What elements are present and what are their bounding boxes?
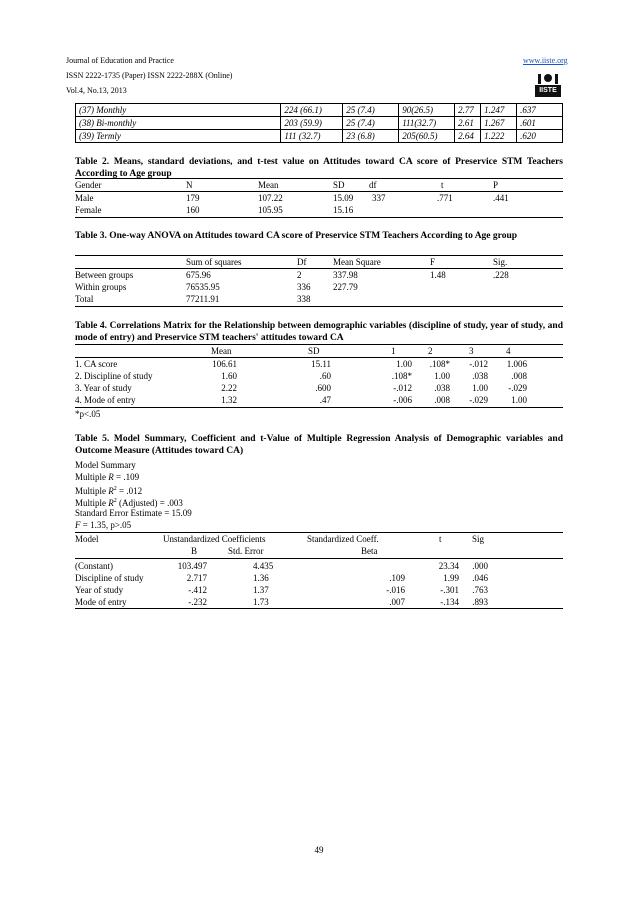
table5-row bbox=[75, 560, 563, 572]
table4-cell: 1.00 bbox=[396, 359, 412, 369]
table5-cell: -.016 bbox=[386, 585, 405, 595]
table1-row bbox=[76, 130, 563, 143]
table1-cell: 2.77 bbox=[455, 104, 481, 117]
table4-cell: .038 bbox=[472, 371, 488, 381]
table5-bottom-rule bbox=[75, 608, 563, 609]
table3-row bbox=[75, 281, 563, 293]
table4-cell: -.029 bbox=[508, 383, 527, 393]
table5-cell: 1.73 bbox=[253, 597, 269, 607]
table1-cell: (39) Termly bbox=[76, 130, 281, 143]
table2-caption: Table 2. Means, standard deviations, and t-test value on Attitudes toward CA score of Preservice STM Teachers According to Age group bbox=[75, 157, 563, 179]
table4-cell: 2. Discipline of study bbox=[75, 371, 153, 381]
t2-h-n: N bbox=[186, 180, 193, 190]
table4-cell: 1.60 bbox=[221, 371, 237, 381]
table1-cell: 1.267 bbox=[481, 117, 517, 130]
t3-h-df: Df bbox=[297, 257, 307, 267]
table4-caption: Table 4. Correlations Matrix for the Relationship between demographic variables (discipline of study, year of study, and mode of entry) and Preservice STM teachers' attitudes toward CA bbox=[75, 321, 563, 343]
table4-cell: 15.11 bbox=[311, 359, 331, 369]
table4-note: *p<.05 bbox=[75, 409, 101, 419]
table5-row bbox=[75, 584, 563, 596]
table3-cell: Within groups bbox=[75, 282, 127, 292]
table1-cell: 25 (7.4) bbox=[343, 117, 399, 130]
table3-cell: 77211.91 bbox=[186, 294, 220, 304]
table2-cell: 160 bbox=[186, 205, 200, 215]
t5-h-se: Std. Error bbox=[228, 546, 264, 556]
t4-h-mean: Mean bbox=[211, 346, 232, 356]
table5-cell: 4.435 bbox=[253, 561, 274, 571]
table5-cell: 23.34 bbox=[438, 561, 459, 571]
multiple-r: Multiple R = .109 bbox=[75, 472, 140, 482]
table3-cell: 2 bbox=[297, 270, 302, 280]
table5-cell: .000 bbox=[472, 561, 488, 571]
table3-cell: Total bbox=[75, 294, 94, 304]
table4-cell: 106.61 bbox=[212, 359, 237, 369]
table5-cell: .893 bbox=[472, 597, 488, 607]
table5-cell: (Constant) bbox=[75, 561, 113, 571]
table5-cell: Mode of entry bbox=[75, 597, 127, 607]
table5-cell: -.134 bbox=[440, 597, 459, 607]
table3-cell: 336 bbox=[297, 282, 311, 292]
table5-cell: 1.37 bbox=[253, 585, 269, 595]
table5-cell: 1.36 bbox=[253, 573, 269, 583]
table2-header-row bbox=[75, 179, 563, 191]
table4-cell: 1.00 bbox=[434, 371, 450, 381]
table2-cell: 107.22 bbox=[258, 193, 283, 203]
table5-cell: .007 bbox=[389, 597, 405, 607]
table4-cell: -.012 bbox=[393, 383, 412, 393]
t3-h-ss: Sum of squares bbox=[186, 257, 242, 267]
t5-h-t: t bbox=[439, 534, 442, 544]
table3-cell: 337.98 bbox=[333, 270, 358, 280]
multiple-r2-adjusted: Multiple $R^2$ (Adjusted) = .003 bbox=[75, 498, 183, 508]
table2-cell: 179 bbox=[186, 193, 200, 203]
table5-cell: Year of study bbox=[75, 585, 124, 595]
table4-cell: 1.00 bbox=[472, 383, 488, 393]
table4-cell: .600 bbox=[315, 383, 331, 393]
t2-h-gender: Gender bbox=[75, 180, 102, 190]
table5-cell: .109 bbox=[389, 573, 405, 583]
t2-h-sd: SD bbox=[333, 180, 345, 190]
table1-cell: 224 (66.1) bbox=[281, 104, 343, 117]
table1-row bbox=[76, 104, 563, 117]
table3-cell: 1.48 bbox=[430, 270, 446, 280]
multiple-r2: Multiple $R^2 = .012$ bbox=[75, 486, 143, 496]
t2-h-t: t bbox=[441, 180, 444, 190]
table4-cell: .008 bbox=[511, 371, 527, 381]
t2-h-p: P bbox=[493, 180, 499, 190]
table5-header-row1 bbox=[75, 533, 563, 545]
table1-cell: (37) Monthly bbox=[76, 104, 281, 117]
t2-h-mean: Mean bbox=[258, 180, 279, 190]
table4-cell: 3. Year of study bbox=[75, 383, 132, 393]
table2-cell: Female bbox=[75, 205, 102, 215]
table5-cell: -.412 bbox=[188, 585, 207, 595]
table3-cell: .228 bbox=[493, 270, 509, 280]
t3-h-sig: Sig. bbox=[493, 257, 508, 267]
table5-cell: Discipline of study bbox=[75, 573, 144, 583]
table5-cell: 103.497 bbox=[177, 561, 207, 571]
table4-cell: 4. Mode of entry bbox=[75, 395, 136, 405]
table4-cell: .038 bbox=[434, 383, 450, 393]
journal-url-link[interactable]: www.iiste.org bbox=[523, 56, 568, 65]
table1-cell: 203 (59.9) bbox=[281, 117, 343, 130]
table3-bottom-rule bbox=[75, 306, 563, 307]
t5-h-std: Standardized Coeff. bbox=[307, 534, 379, 544]
table3-cell: 338 bbox=[297, 294, 311, 304]
table1-cell: 1.247 bbox=[481, 104, 517, 117]
table5-header-rule bbox=[75, 558, 563, 559]
t4-h-4: 4 bbox=[506, 346, 511, 356]
table5-header-row2 bbox=[75, 545, 563, 557]
table4-cell: .008 bbox=[434, 395, 450, 405]
journal-name: Journal of Education and Practice bbox=[66, 56, 174, 65]
table1-cell: 23 (6.8) bbox=[343, 130, 399, 143]
table4-cell: 1.32 bbox=[221, 395, 237, 405]
volume-line: Vol.4, No.13, 2013 bbox=[66, 86, 127, 95]
table5-row bbox=[75, 596, 563, 608]
t5-h-model: Model bbox=[75, 534, 99, 544]
table3-cell: 76535.95 bbox=[186, 282, 220, 292]
f-statistic: F = 1.35, p>.05 bbox=[75, 520, 132, 530]
table1-cell: 25 (7.4) bbox=[343, 104, 399, 117]
logo-text: IISTE bbox=[539, 87, 557, 94]
t5-h-sig: Sig bbox=[472, 534, 485, 544]
table2-row bbox=[75, 204, 563, 216]
table3-row bbox=[75, 269, 563, 281]
t4-h-1: 1 bbox=[391, 346, 396, 356]
table1-cell: 90(26.5) bbox=[399, 104, 455, 117]
table5-cell: .763 bbox=[472, 585, 488, 595]
table4-cell: 1.00 bbox=[511, 395, 527, 405]
t5-h-b: B bbox=[191, 546, 198, 556]
table2-row bbox=[75, 192, 563, 204]
table4-row bbox=[75, 358, 563, 370]
table2-cell: Male bbox=[75, 193, 94, 203]
t5-h-unstd: Unstandardized Coefficients bbox=[163, 534, 266, 544]
table1 bbox=[75, 103, 563, 143]
t2-h-df: df bbox=[369, 180, 377, 190]
table3-caption: Table 3. One-way ANOVA on Attitudes toward CA score of Preservice STM Teachers According to Age group bbox=[75, 231, 518, 241]
table2-cell: .441 bbox=[493, 193, 509, 203]
table1-cell: .620 bbox=[517, 130, 563, 143]
issn-line: ISSN 2222-1735 (Paper) ISSN 2222-288X (Online) bbox=[66, 71, 233, 80]
table5-cell: 1.99 bbox=[443, 573, 459, 583]
table4-cell: .108* bbox=[429, 359, 450, 369]
table3-cell: 227.79 bbox=[333, 282, 358, 292]
table4-row bbox=[75, 394, 563, 406]
table4-cell: .108* bbox=[391, 371, 412, 381]
t5-h-beta: Beta bbox=[361, 546, 378, 556]
t4-h-2: 2 bbox=[428, 346, 433, 356]
table2-cell: .771 bbox=[437, 193, 453, 203]
table2-cell: 337 bbox=[372, 193, 386, 203]
table1-row bbox=[76, 117, 563, 130]
table2-bottom-rule bbox=[75, 217, 563, 218]
table1-cell: 2.61 bbox=[455, 117, 481, 130]
table1-cell: .637 bbox=[517, 104, 563, 117]
table4-row bbox=[75, 370, 563, 382]
table4-row bbox=[75, 382, 563, 394]
table2-cell: 15.09 bbox=[333, 193, 354, 203]
table1-cell: 205(60.5) bbox=[399, 130, 455, 143]
table4-cell: -.006 bbox=[393, 395, 412, 405]
table1-cell: (38) Bi-monthly bbox=[76, 117, 281, 130]
table4-cell: 2.22 bbox=[221, 383, 237, 393]
table5-cell: -.301 bbox=[440, 585, 459, 595]
table5-row bbox=[75, 572, 563, 584]
table5-cell: 2.717 bbox=[186, 573, 207, 583]
table1-cell: 1.222 bbox=[481, 130, 517, 143]
table4-cell: -.012 bbox=[469, 359, 488, 369]
model-summary-title: Model Summary bbox=[75, 460, 136, 470]
table1-cell: 111 (32.7) bbox=[281, 130, 343, 143]
t3-h-ms: Mean Square bbox=[333, 257, 381, 267]
table4-cell: -.029 bbox=[469, 395, 488, 405]
t3-h-f: F bbox=[430, 257, 436, 267]
table4-cell: 1.006 bbox=[506, 359, 527, 369]
table1-cell: 111(32.7) bbox=[399, 117, 455, 130]
t4-h-3: 3 bbox=[469, 346, 474, 356]
table1-cell: .601 bbox=[517, 117, 563, 130]
table2-cell: 105.95 bbox=[258, 205, 283, 215]
table4-cell: 1. CA score bbox=[75, 359, 118, 369]
table1-cell: 2.64 bbox=[455, 130, 481, 143]
table4-header-row bbox=[75, 345, 563, 357]
table5-caption: Table 5. Model Summary, Coefficient and t-Value of Multiple Regression Analysis of Demographic variables and Outcome Measure (Attitudes toward CA) bbox=[75, 434, 563, 456]
table5-cell: -.232 bbox=[188, 597, 207, 607]
table3-header-row bbox=[75, 256, 563, 268]
t4-h-sd: SD bbox=[308, 346, 320, 356]
table4-cell: .47 bbox=[319, 395, 331, 405]
table2-cell: 15.16 bbox=[333, 205, 354, 215]
page-number: 49 bbox=[314, 845, 324, 855]
table3-cell: 675.96 bbox=[186, 270, 211, 280]
standard-error-estimate: Standard Error Estimate = 15.09 bbox=[75, 508, 192, 518]
journal-logo bbox=[533, 70, 563, 102]
table3-row bbox=[75, 293, 563, 305]
table3-cell: Between groups bbox=[75, 270, 134, 280]
table5-cell: .046 bbox=[472, 573, 488, 583]
table4-bottom-rule bbox=[75, 407, 563, 408]
table4-cell: .60 bbox=[319, 371, 331, 381]
